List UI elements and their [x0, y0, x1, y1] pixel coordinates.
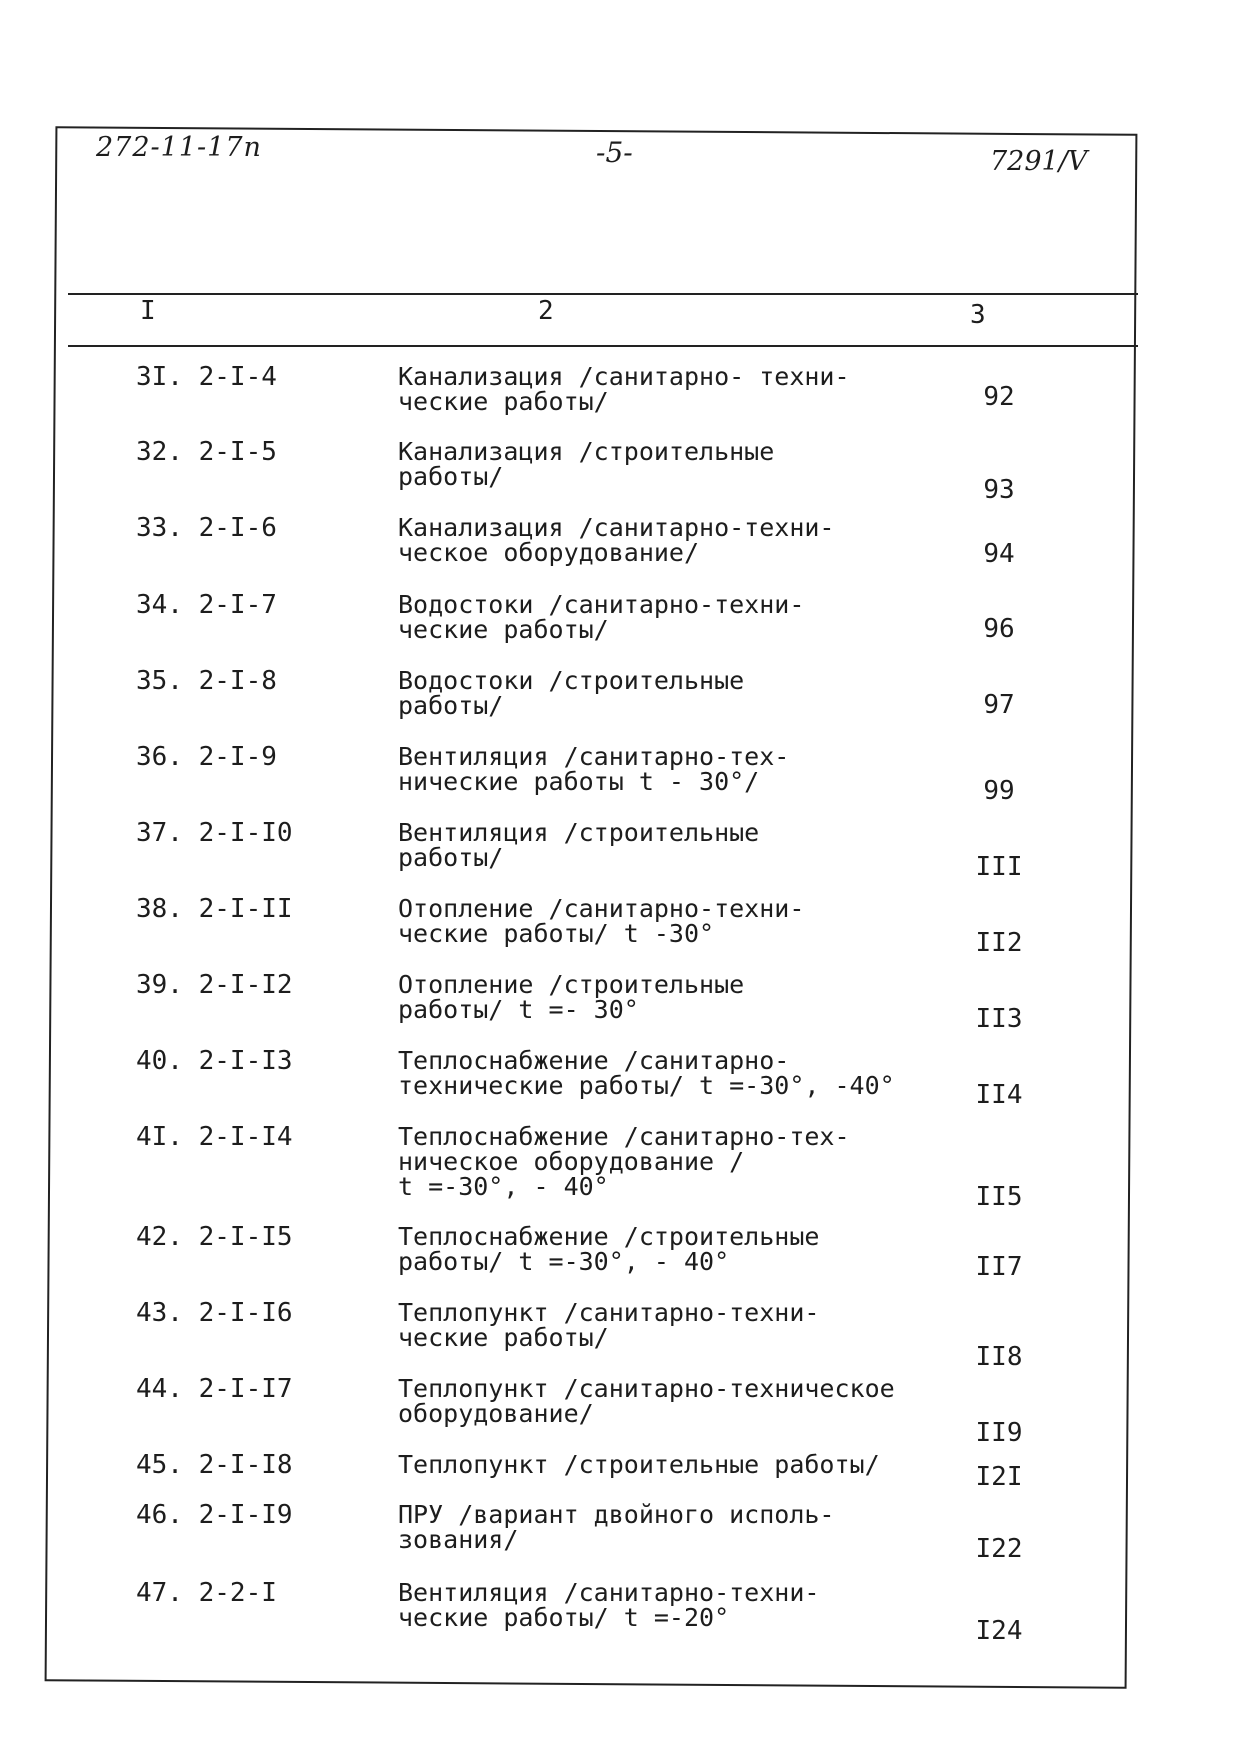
header-rule-bottom	[68, 345, 1138, 347]
row-description: Теплоснабжение /строительные работы/ t =-30°, - 40°	[398, 1222, 820, 1276]
row-number: 3I. 2-I-4	[136, 362, 277, 392]
row-number: 34. 2-I-7	[136, 590, 277, 620]
row-description: Водостоки /санитарно-техни- ческие работы/	[398, 590, 805, 644]
row-page: 96	[983, 614, 1015, 644]
sheet-code: 7291/V	[990, 146, 1088, 177]
column-header-1: I	[140, 296, 156, 326]
row-description: Теплопункт /строительные работы/	[398, 1450, 880, 1479]
row-number: 43. 2-I-I6	[136, 1298, 293, 1328]
row-description: Теплоснабжение /санитарно- технические работы/ t =-30°, -40°	[398, 1046, 895, 1100]
row-number: 38. 2-I-II	[136, 894, 293, 924]
row-page: II3	[975, 1004, 1023, 1034]
row-number: 37. 2-I-I0	[136, 818, 293, 848]
row-page: II2	[975, 928, 1023, 958]
row-description: Теплопункт /санитарно-техни- ческие работы/	[398, 1298, 820, 1352]
row-description: Теплоснабжение /санитарно-тех- ническое оборудование / t =-30°, - 40°	[398, 1122, 850, 1201]
row-number: 4I. 2-I-I4	[136, 1122, 293, 1152]
row-page: II7	[975, 1252, 1023, 1282]
row-number: 35. 2-I-8	[136, 666, 277, 696]
row-description: Канализация /санитарно- техни- ческие работы/	[398, 362, 850, 416]
row-description: Вентиляция /санитарно-техни- ческие работы/ t =-20°	[398, 1578, 820, 1632]
document-code: 272-11-17п	[96, 132, 262, 163]
row-page: III	[975, 852, 1023, 882]
row-page: I24	[975, 1616, 1023, 1646]
row-description: Отопление /строительные работы/ t =- 30°	[398, 970, 745, 1024]
row-description: Водостоки /строительные работы/	[398, 666, 745, 720]
row-page: II4	[975, 1080, 1023, 1110]
row-number: 46. 2-I-I9	[136, 1500, 293, 1530]
row-number: 32. 2-I-5	[136, 437, 277, 467]
row-page: II9	[975, 1418, 1023, 1448]
row-description: Теплопункт /санитарно-техническое оборудование/	[398, 1374, 895, 1428]
row-number: 36. 2-I-9	[136, 742, 277, 772]
row-page: 93	[983, 475, 1015, 505]
row-page: II8	[975, 1342, 1023, 1372]
row-page: 97	[983, 690, 1015, 720]
row-number: 42. 2-I-I5	[136, 1222, 293, 1252]
row-page: 92	[983, 382, 1015, 412]
row-number: 47. 2-2-I	[136, 1578, 277, 1608]
row-page: I2I	[975, 1462, 1023, 1492]
row-number: 39. 2-I-I2	[136, 970, 293, 1000]
row-number: 33. 2-I-6	[136, 513, 277, 543]
row-number: 40. 2-I-I3	[136, 1046, 293, 1076]
row-description: Вентиляция /строительные работы/	[398, 818, 760, 872]
row-page: II5	[975, 1182, 1023, 1212]
row-description: Отопление /санитарно-техни- ческие работы/ t -30°	[398, 894, 805, 948]
column-header-2: 2	[538, 296, 554, 326]
row-description: Канализация /строительные работы/	[398, 437, 775, 491]
header-rule-top	[68, 293, 1138, 295]
row-number: 44. 2-I-I7	[136, 1374, 293, 1404]
row-page: 94	[983, 539, 1015, 569]
row-description: ПРУ /вариант двойного исполь- зования/	[398, 1500, 835, 1554]
row-description: Вентиляция /санитарно-тех- нические работы t - 30°/	[398, 742, 790, 796]
row-page: I22	[975, 1534, 1023, 1564]
row-description: Канализация /санитарно-техни- ческое оборудование/	[398, 513, 835, 567]
page-number: -5-	[596, 136, 633, 169]
row-page: 99	[983, 776, 1015, 806]
column-header-3: 3	[970, 300, 986, 330]
row-number: 45. 2-I-I8	[136, 1450, 293, 1480]
